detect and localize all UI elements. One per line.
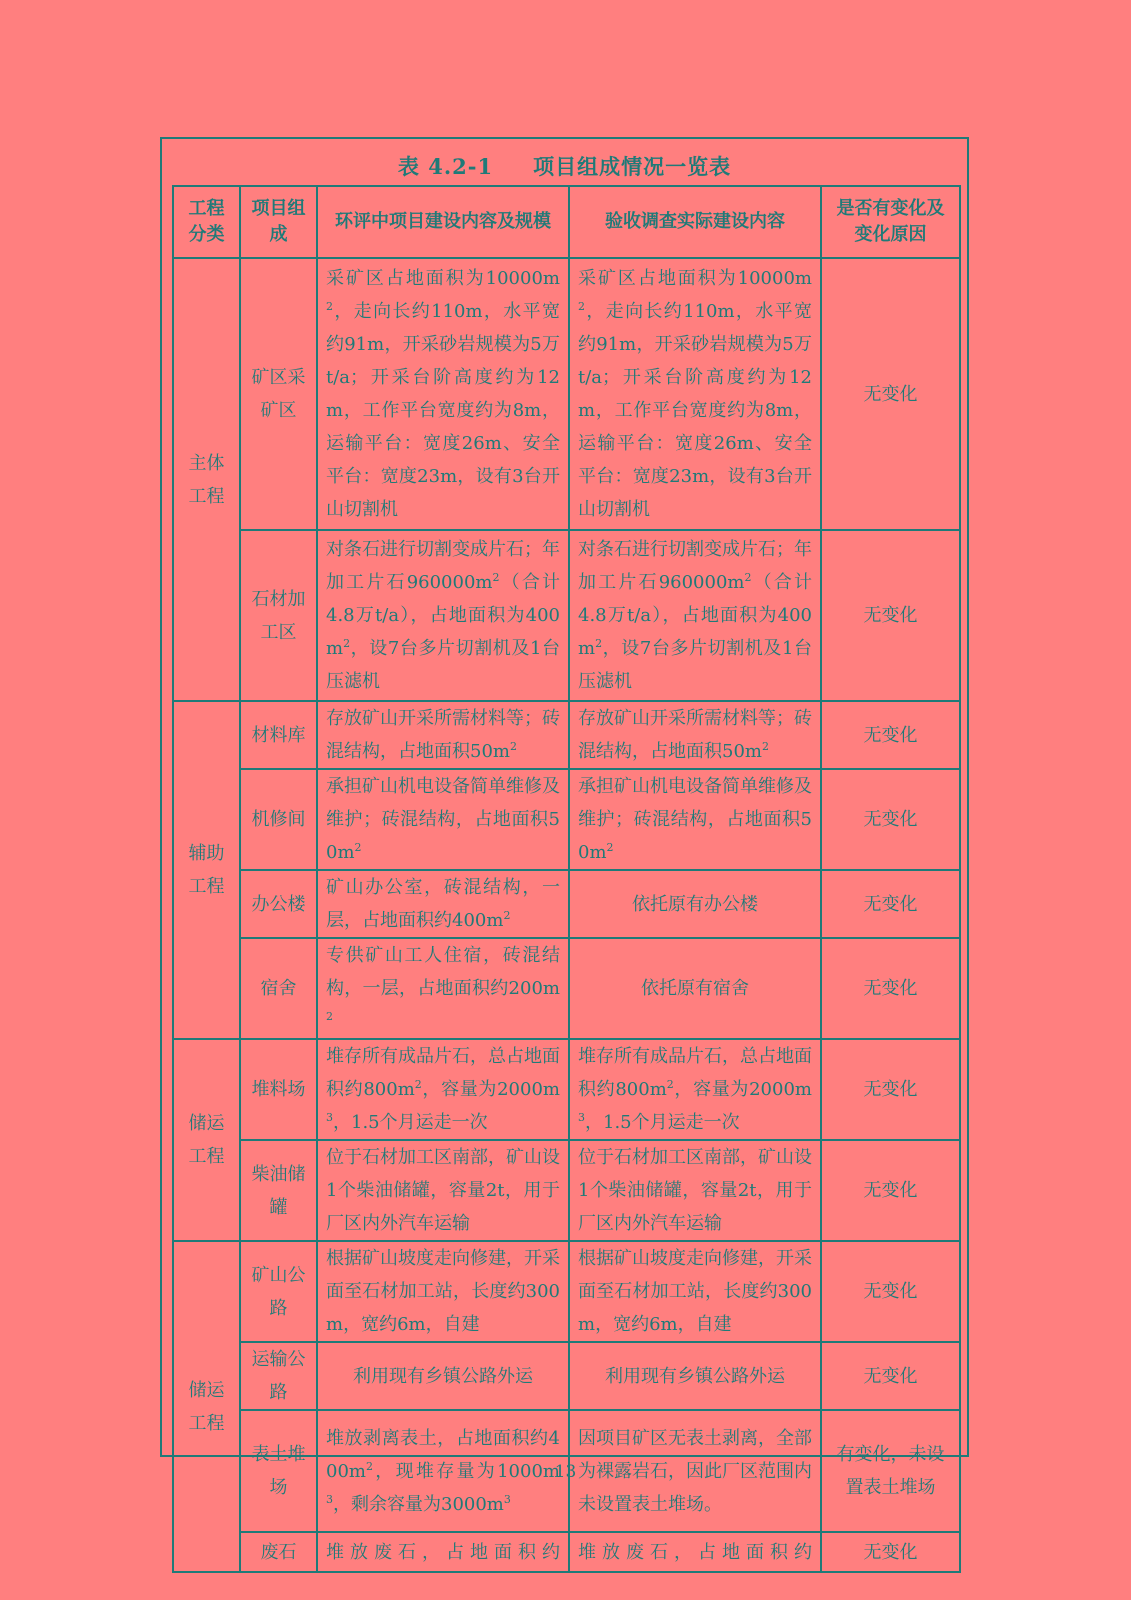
eia-cell: 堆放剥离表土，占地面积约$400m^2$，现堆存量为$1000m^3$，剩余容量为$3000m^3$ <box>317 1410 569 1532</box>
change-cell: 无变化 <box>821 258 960 530</box>
change-cell: 无变化 <box>821 1342 960 1410</box>
category-cell: 辅助工程 <box>173 701 240 1039</box>
item-cell: 材料库 <box>240 701 317 769</box>
eia-cell: 对条石进行切割变成片石；年加工片石$960000m^2$（合计4.8万t/a），占地面积为$400m^2$，设7台多片切割机及1台压滤机 <box>317 530 569 701</box>
eia-cell: 利用现有乡镇公路外运 <box>317 1342 569 1410</box>
item-cell: 办公楼 <box>240 870 317 938</box>
item-cell: 表土堆场 <box>240 1410 317 1532</box>
actual-cell: 依托原有宿舍 <box>569 938 821 1039</box>
item-cell: 石材加工区 <box>240 530 317 701</box>
table-row <box>173 1039 960 1140</box>
table-caption: 项目组成情况一览表 <box>533 154 732 179</box>
eia-cell: 承担矿山机电设备简单维修及维护；砖混结构，占地面积$50m^2$ <box>317 769 569 870</box>
project-composition-table <box>172 185 961 1573</box>
eia-cell: 位于石材加工区南部，矿山设1个柴油储罐，容量2t，用于厂区内外汽车运输 <box>317 1140 569 1241</box>
header-change: 是否有变化及变化原因 <box>821 186 960 258</box>
eia-cell: 堆存所有成品片石，总占地面积约$800m^2$，容量为$2000m^3$，1.5个月运走一次 <box>317 1039 569 1140</box>
change-cell: 无变化 <box>821 1039 960 1140</box>
item-cell: 柴油储罐 <box>240 1140 317 1241</box>
table-row <box>173 258 960 530</box>
page-number: 13 <box>554 1462 577 1482</box>
actual-cell: 位于石材加工区南部，矿山设1个柴油储罐，容量2t，用于厂区内外汽车运输 <box>569 1140 821 1241</box>
actual-cell: 依托原有办公楼 <box>569 870 821 938</box>
actual-cell: 存放矿山开采所需材料等；砖混结构，占地面积$50m^2$ <box>569 701 821 769</box>
change-cell: 无变化 <box>821 530 960 701</box>
actual-cell: 堆存所有成品片石，总占地面积约$800m^2$，容量为$2000m^3$，1.5个月运走一次 <box>569 1039 821 1140</box>
actual-cell: 堆放废石，占地面积约 <box>569 1532 821 1572</box>
header-actual: 验收调查实际建设内容 <box>569 186 821 258</box>
table-number: 表 4.2-1 <box>397 154 494 179</box>
table-title <box>162 151 967 181</box>
change-cell: 有变化，未设置表土堆场 <box>821 1410 960 1532</box>
item-cell: 废石 <box>240 1532 317 1572</box>
actual-cell: 采矿区占地面积为$10000m^2$，走向长约110m，水平宽约91m，开采砂岩规模为5万t/a；开采台阶高度约为12m，工作平台宽度约为8m，运输平台：宽度26m、安全平台：宽度23m，设有3台开山切割机 <box>569 258 821 530</box>
actual-cell: 对条石进行切割变成片石；年加工片石$960000m^2$（合计4.8万t/a），占地面积为$400m^2$，设7台多片切割机及1台压滤机 <box>569 530 821 701</box>
category-cell: 储运工程 <box>173 1241 240 1572</box>
eia-cell: 根据矿山坡度走向修建，开采面至石材加工站，长度约300m，宽约6m，自建 <box>317 1241 569 1342</box>
header-category: 工程分类 <box>173 186 240 258</box>
table-row <box>173 769 960 870</box>
actual-cell: 因项目矿区无表土剥离，全部为裸露岩石，因此厂区范围内未设置表土堆场。 <box>569 1410 821 1532</box>
category-cell: 主体工程 <box>173 258 240 701</box>
table-row <box>173 870 960 938</box>
eia-cell: 专供矿山工人住宿，砖混结构，一层，占地面积约$200m^2$ <box>317 938 569 1039</box>
eia-cell: 存放矿山开采所需材料等；砖混结构，占地面积$50m^2$ <box>317 701 569 769</box>
table-row <box>173 1241 960 1342</box>
actual-cell: 利用现有乡镇公路外运 <box>569 1342 821 1410</box>
header-item: 项目组成 <box>240 186 317 258</box>
header-eia: 环评中项目建设内容及规模 <box>317 186 569 258</box>
change-cell: 无变化 <box>821 870 960 938</box>
change-cell: 无变化 <box>821 701 960 769</box>
item-cell: 宿舍 <box>240 938 317 1039</box>
change-cell: 无变化 <box>821 938 960 1039</box>
eia-cell: 堆放废石，占地面积约 <box>317 1532 569 1572</box>
item-cell: 矿山公路 <box>240 1241 317 1342</box>
item-cell: 机修间 <box>240 769 317 870</box>
table-row <box>173 938 960 1039</box>
item-cell: 运输公路 <box>240 1342 317 1410</box>
header-row <box>173 186 960 258</box>
change-cell: 无变化 <box>821 1532 960 1572</box>
change-cell: 无变化 <box>821 1140 960 1241</box>
table-row <box>173 1532 960 1572</box>
table-row <box>173 530 960 701</box>
table-row <box>173 701 960 769</box>
actual-cell: 根据矿山坡度走向修建，开采面至石材加工站，长度约300m，宽约6m，自建 <box>569 1241 821 1342</box>
table-row <box>173 1342 960 1410</box>
change-cell: 无变化 <box>821 1241 960 1342</box>
item-cell: 堆料场 <box>240 1039 317 1140</box>
table-row <box>173 1140 960 1241</box>
eia-cell: 采矿区占地面积为$10000m^2$，走向长约110m，水平宽约91m，开采砂岩规模为5万t/a；开采台阶高度约为12m，工作平台宽度约为8m，运输平台：宽度26m、安全平台：宽度23m，设有3台开山切割机 <box>317 258 569 530</box>
actual-cell: 承担矿山机电设备简单维修及维护；砖混结构，占地面积$50m^2$ <box>569 769 821 870</box>
change-cell: 无变化 <box>821 769 960 870</box>
eia-cell: 矿山办公室，砖混结构，一层，占地面积约$400m^2$ <box>317 870 569 938</box>
item-cell: 矿区采矿区 <box>240 258 317 530</box>
category-cell: 储运工程 <box>173 1039 240 1241</box>
